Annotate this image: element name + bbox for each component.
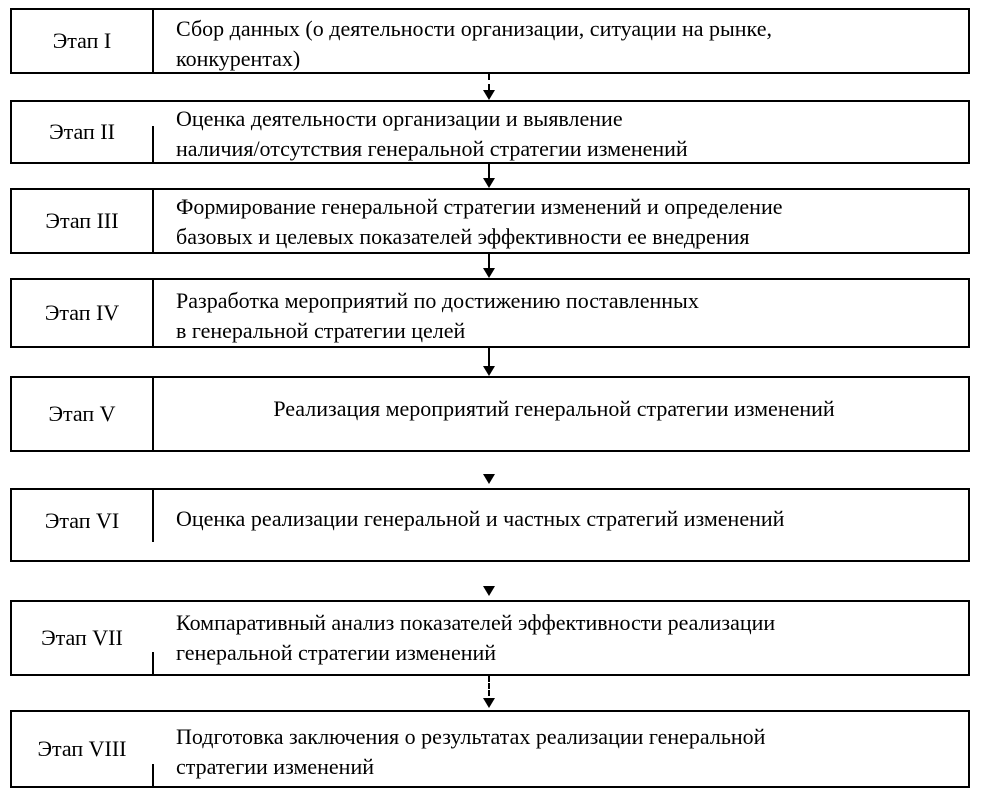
stage-description-7: Компаративный анализ показателей эффективности реализации генеральной стратегии изменений [176, 610, 776, 665]
stage-description-6: Оценка реализации генеральной и частных стратегий изменений [176, 506, 785, 531]
flow-arrow-5 [483, 472, 495, 484]
stage-divider-1 [152, 10, 154, 72]
flow-arrow-2 [483, 164, 495, 188]
stage-divider-8 [152, 764, 154, 788]
stage-description-2: Оценка деятельности организации и выявление наличия/отсутствия генеральной стратегии изменений [176, 106, 688, 161]
stage-divider-2 [152, 126, 154, 164]
stage-label-5: Этап V [48, 401, 116, 426]
stage-label-1: Этап I [52, 28, 112, 53]
stage-box-6 [10, 488, 970, 562]
flow-arrow-1 [483, 74, 495, 100]
stage-divider-7 [152, 652, 154, 676]
stage-box-1 [10, 8, 970, 74]
stage-box-3 [10, 188, 970, 254]
stage-box-2 [10, 100, 970, 164]
stage-divider-6 [152, 490, 154, 542]
stage-description-1: Сбор данных (о деятельности организации, ситуации на рынке, конкурентах) [176, 16, 772, 71]
flow-arrow-6 [483, 584, 495, 596]
stage-description-8: Подготовка заключения о результатах реализации генеральной стратегии изменений [176, 724, 766, 779]
stage-divider-3 [152, 190, 154, 252]
stage-box-4 [10, 278, 970, 348]
stage-label-4: Этап IV [44, 300, 120, 325]
stage-label-6: Этап VI [44, 508, 120, 533]
stage-label-2: Этап II [49, 119, 115, 144]
stage-description-5: Реализация мероприятий генеральной стратегии изменений [273, 396, 835, 421]
flow-arrow-4 [483, 348, 495, 376]
stage-box-7 [10, 600, 970, 676]
flow-arrow-3 [483, 254, 495, 278]
stage-box-8 [10, 710, 970, 788]
stage-description-4: Разработка мероприятий по достижению поставленных в генеральной стратегии целей [176, 288, 699, 343]
stage-description-3: Формирование генеральной стратегии изменений и определение базовых и целевых показателей эффективности ее внедрения [176, 194, 783, 249]
stage-label-7: Этап VII [41, 625, 123, 650]
stage-divider-4 [152, 280, 154, 346]
stage-label-3: Этап III [45, 208, 119, 233]
stage-label-8: Этап VIII [37, 736, 127, 761]
flow-arrow-7 [483, 676, 495, 708]
stage-box-5 [10, 376, 970, 452]
